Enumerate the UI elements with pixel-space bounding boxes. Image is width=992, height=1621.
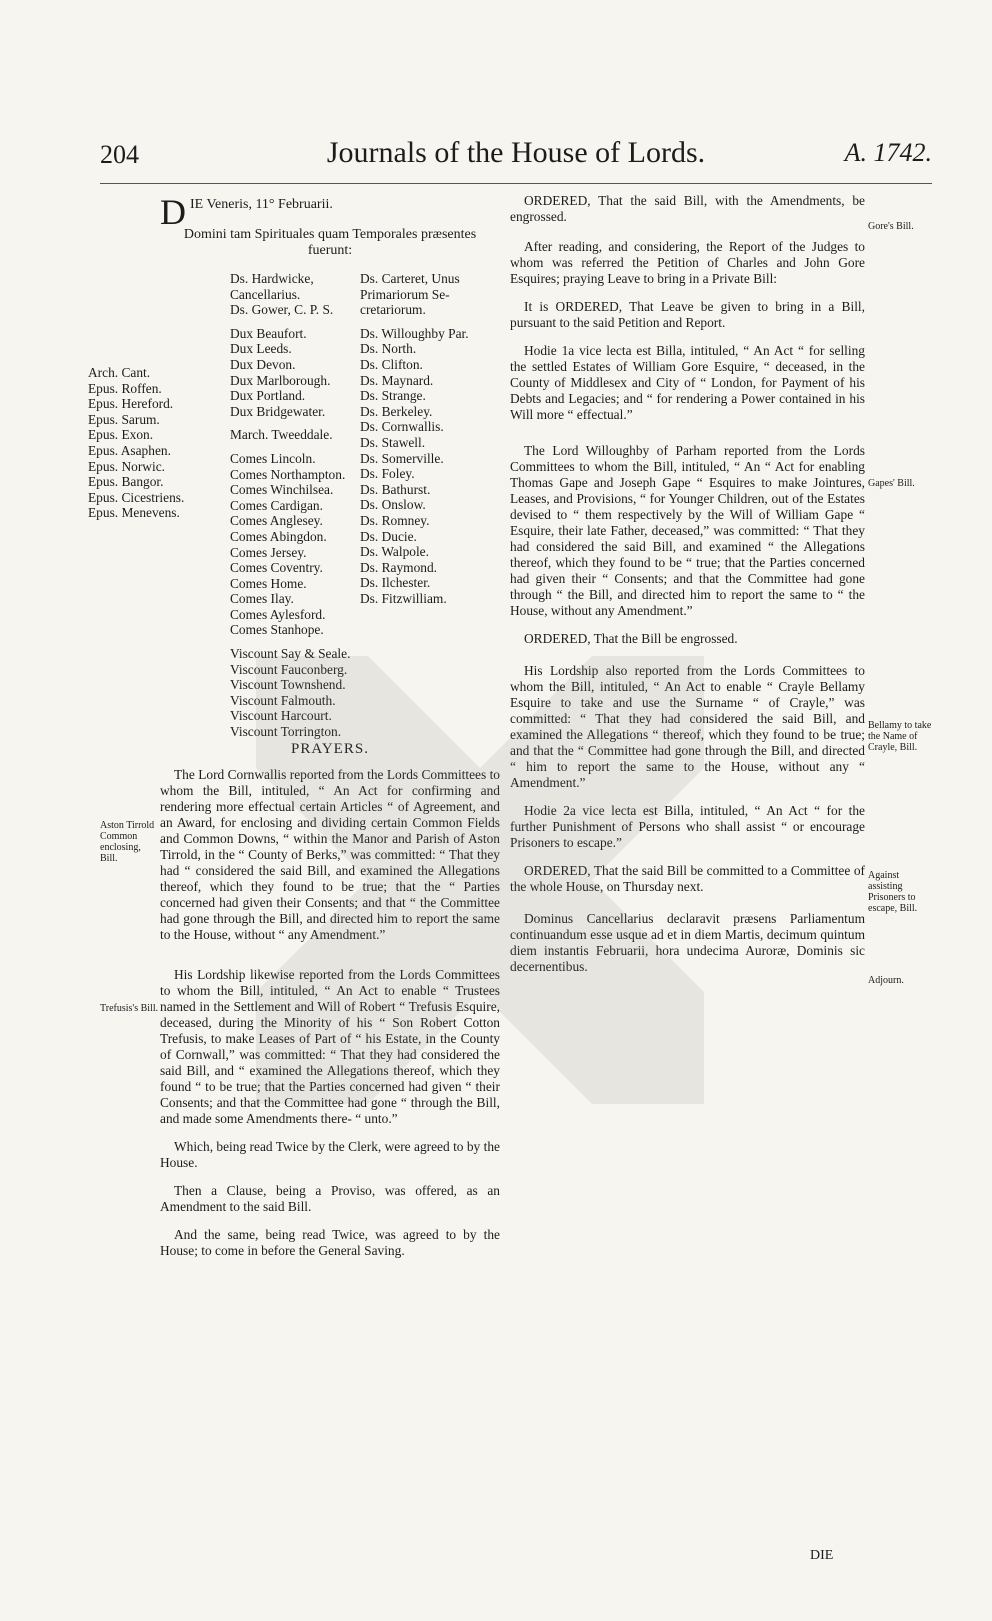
attendance-name: Epus. Bangor.	[88, 474, 164, 490]
attendance-name: cretariorum.	[360, 302, 426, 318]
margin-note-bellamy: Bellamy to take the Name of Crayle, Bill.	[868, 720, 932, 753]
right-column	[510, 193, 865, 987]
attendance-name: Ds. Berkeley.	[360, 403, 433, 419]
attendance-name: Ds. Maynard.	[360, 372, 434, 388]
attendance-name: Ds. Somerville.	[360, 450, 444, 466]
attendance-name: Ds. Clifton.	[360, 356, 423, 372]
attendance-name: Ds. Raymond.	[360, 559, 437, 575]
attendance-name: Viscount Torrington.	[230, 724, 342, 740]
attendance-name: Epus. Exon.	[88, 427, 154, 443]
attendance-name: Viscount Fauconberg.	[230, 661, 348, 677]
attendance-name: Ds. Ilchester.	[360, 575, 431, 591]
attendance-name: Comes Anglesey.	[230, 513, 323, 529]
attendance-name: Primariorum Se-	[360, 286, 450, 302]
sitting-date	[160, 192, 500, 232]
attendance-name: Viscount Falmouth.	[230, 692, 336, 708]
attendance-name: Ds. Bathurst.	[360, 481, 431, 497]
paragraph-gore-report: After reading, and considering, the Report of the Judges to whom was referred the Petition of Charles and John Gore Esquires; praying Leave to bring in a Private Bill:	[510, 239, 865, 286]
attendance-name: Arch. Cant.	[88, 365, 151, 380]
attendance-name: Comes Home.	[230, 575, 307, 591]
attendance-name: Ds. Willoughby Par.	[360, 325, 469, 341]
attendance-name: Ds. Gower, C. P. S.	[230, 302, 334, 318]
paragraph-trefusis: His Lordship likewise reported from the Lords Committees to whom the Bill, intituled, “ An Act to enable “ Trustees named in the Settlement and Will of Robert “ Trefusis Esquire, deceased, during the Minority of his “ Son Robert Cotton Trefusis, to make Leases of Part of “ his Estate, in the County of Cornwall,” was committed: “ That they had considered the said Bill, and “ examined the Allegations thereof, which they found “ to be true; that the Parties concerned had given “ their Consents; and that the Committee had gone “ through the Bill, and made some Amendments there- “ unto.”	[160, 967, 500, 1126]
attendance-name: Epus. Asaphen.	[88, 442, 171, 458]
attendance-gap	[360, 318, 520, 326]
attendance-name: Ds. Hardwicke,	[230, 271, 314, 286]
catchword: DIE	[810, 1548, 834, 1563]
attendance-name: Comes Northampton.	[230, 466, 346, 482]
attendance-name: Epus. Cicestriens.	[88, 489, 185, 505]
attendance-name: Ds. North.	[360, 341, 417, 357]
paragraph-prisoners-bill: Hodie 2a vice lecta est Billa, intituled, “ An Act “ for the further Punishment of Persons who shall assist “ or encourage Prisoners to escape.”	[510, 803, 865, 850]
attendance-name: Comes Cardigan.	[230, 497, 323, 513]
margin-note-gore: Gore's Bill.	[868, 221, 914, 232]
attendance-name: Viscount Townshend.	[230, 677, 346, 693]
attendance-name: Ds. Foley.	[360, 466, 415, 482]
attendance-name: Epus. Roffen.	[88, 380, 162, 396]
attendance-name: Comes Aylesford.	[230, 606, 326, 622]
attendance-name: Dux Leeds.	[230, 341, 292, 357]
page-number: 204	[100, 140, 139, 169]
attendance-gap	[230, 638, 360, 646]
attendance-gap	[230, 419, 360, 427]
paragraph-bellamy-report: His Lordship also reported from the Lords Committees to whom the Bill, intituled, “ An Act to enable “ Crayle Bellamy Esquire to take and use the Surname “ of Crayle,” was committed: “ That they had considered the said Bill, and examined the Allegations “ thereof, which they found to be true; and that the “ Committee had gone through the Bill, and directed “ him to report the same to the House, without any “ Amendment.”	[510, 663, 865, 790]
attendance-name: Ds. Fitzwilliam.	[360, 590, 447, 606]
margin-note-aston: Aston Tirrold Common enclosing, Bill.	[100, 820, 155, 864]
attendance-name: Ds. Onslow.	[360, 497, 426, 513]
attendance-name: Ds. Romney.	[360, 512, 430, 528]
attendance-name: Dux Beaufort.	[230, 325, 307, 341]
attendance-list	[88, 271, 500, 741]
attendance-name: Epus. Sarum.	[88, 411, 160, 427]
present-heading: Domini tam Spirituales quam Temporales præsentes fuerunt:	[183, 227, 477, 258]
attendance-name: Ds. Cornwallis.	[360, 419, 444, 435]
paragraph-leave-given: It is ORDERED, That Leave be given to bring in a Bill, pursuant to the said Petition and Report.	[510, 299, 865, 330]
attendance-name: Comes Coventry.	[230, 560, 323, 576]
page-year: A. 1742.	[844, 138, 932, 167]
paragraph-adjourn: Dominus Cancellarius declaravit præsens Parliamentum continuandum esse usque ad et in diem Martis, decimum quintum diem instantis Februarii, hora undecima Auroræ, Dominis sic decernentibus.	[510, 911, 865, 974]
attendance-name: Ds. Stawell.	[360, 434, 426, 450]
attendance-name: Comes Jersey.	[230, 544, 307, 560]
prayers-heading: PRAYERS.	[291, 741, 369, 757]
paragraph-aston: The Lord Cornwallis reported from the Lords Committees to whom the Bill, intituled, “ An Act for confirming and rendering more effectual certain Articles “ of Agreement, and an Award, for enclosing and dividing certain Common Fields and Common Downs, “ within the Manor and Parish of Aston Tirrold, in the “ County of Berks,” was committed: “ That they had “ considered the said Bill, and examined the Allegations thereof, which they found to be true; that the “ Parties concerned had given their Consents; and that “ the Committee had gone through the Bill, and directed him to report the same to the House, without “ any Amendment.”	[160, 767, 500, 942]
margin-note-trefusis: Trefusis's Bill.	[100, 1003, 159, 1014]
attendance-name: Dux Portland.	[230, 388, 306, 404]
attendance-name: Ds. Carteret, Unus	[360, 271, 460, 286]
paragraph-ordered-engrossed: ORDERED, That the said Bill, with the Amendments, be engrossed.	[510, 193, 865, 224]
attendance-name: Comes Abingdon.	[230, 528, 327, 544]
attendance-name: Epus. Menevens.	[88, 505, 180, 521]
sitting-date-text: IE Veneris, 11° Februarii.	[190, 197, 333, 212]
margin-note-gape: Gapes' Bill.	[868, 478, 915, 489]
attendance-name: Comes Stanhope.	[230, 622, 324, 638]
attendance-name: Epus. Norwic.	[88, 458, 165, 474]
attendance-name: Viscount Say & Seale.	[230, 646, 351, 662]
margin-note-prisoners: Against assisting Prisoners to escape, Bill.	[868, 870, 918, 914]
attendance-name: Epus. Hereford.	[88, 396, 174, 412]
drop-cap: D	[160, 192, 186, 232]
attendance-gap	[230, 443, 360, 451]
attendance-name: Ds. Ducie.	[360, 528, 417, 544]
attendance-column-peers	[230, 271, 360, 740]
paragraph-gape-engrossed: ORDERED, That the Bill be engrossed.	[524, 631, 738, 646]
attendance-name: Comes Winchilsea.	[230, 482, 334, 498]
paragraph-general-saving: And the same, being read Twice, was agreed to by the House; to come in before the General Saving.	[160, 1227, 500, 1258]
attendance-gap	[230, 318, 360, 326]
header-rule	[100, 183, 932, 184]
paragraph-read-twice: Which, being read Twice by the Clerk, were agreed to by the House.	[160, 1139, 500, 1170]
attendance-column-bishops	[88, 365, 185, 521]
attendance-name: Viscount Harcourt.	[230, 708, 332, 724]
attendance-name: Comes Lincoln.	[230, 450, 316, 466]
margin-note-adjourn: Adjourn.	[868, 975, 904, 986]
paragraph-proviso: Then a Clause, being a Proviso, was offered, as an Amendment to the said Bill.	[160, 1183, 500, 1214]
attendance-column-barons	[360, 271, 520, 606]
attendance-name: Dux Devon.	[230, 356, 296, 372]
paragraph-gape-report: The Lord Willoughby of Parham reported from the Lords Committees to whom the Bill, intituled, “ An “ Act for enabling Thomas Gape and Joseph Gape “ Esquires to make Jointures, Leases, and Provisions, “ for Younger Children, out of the Estates devised to “ them respectively by the Will of William Gape “ Esquire, their late Father, deceased,” was committed: “ That they had considered the said Bill, and examined “ the Allegations thereof, which they found to be “ true; that the Parties concerned had given their “ Consents; and that the Committee had gone through “ the Bill, and directed him to report the same to “ the House, without any Amendment.”	[510, 443, 865, 618]
page-header	[100, 136, 932, 182]
attendance-name: Dux Bridgewater.	[230, 403, 326, 419]
attendance-name: Ds. Walpole.	[360, 544, 429, 560]
page-title: Journals of the House of Lords.	[326, 136, 706, 169]
attendance-name: Ds. Strange.	[360, 388, 426, 404]
attendance-name: Dux Marlborough.	[230, 372, 331, 388]
attendance-name: March. Tweeddale.	[230, 427, 333, 443]
paragraph-gore-bill: Hodie 1a vice lecta est Billa, intituled, “ An Act “ for selling the settled Estates of William Gore Esquire, “ deceased, in the County of Middlesex and City of “ London, for Payment of his Debts and Legacies; and “ for rendering a Power contained in his Will more “ effectual.”	[510, 343, 865, 422]
paragraph-committed: ORDERED, That the said Bill be committed to a Committee of the whole House, on Thursday next.	[510, 863, 865, 894]
attendance-name: Comes Ilay.	[230, 591, 294, 607]
attendance-name: Cancellarius.	[230, 286, 301, 302]
